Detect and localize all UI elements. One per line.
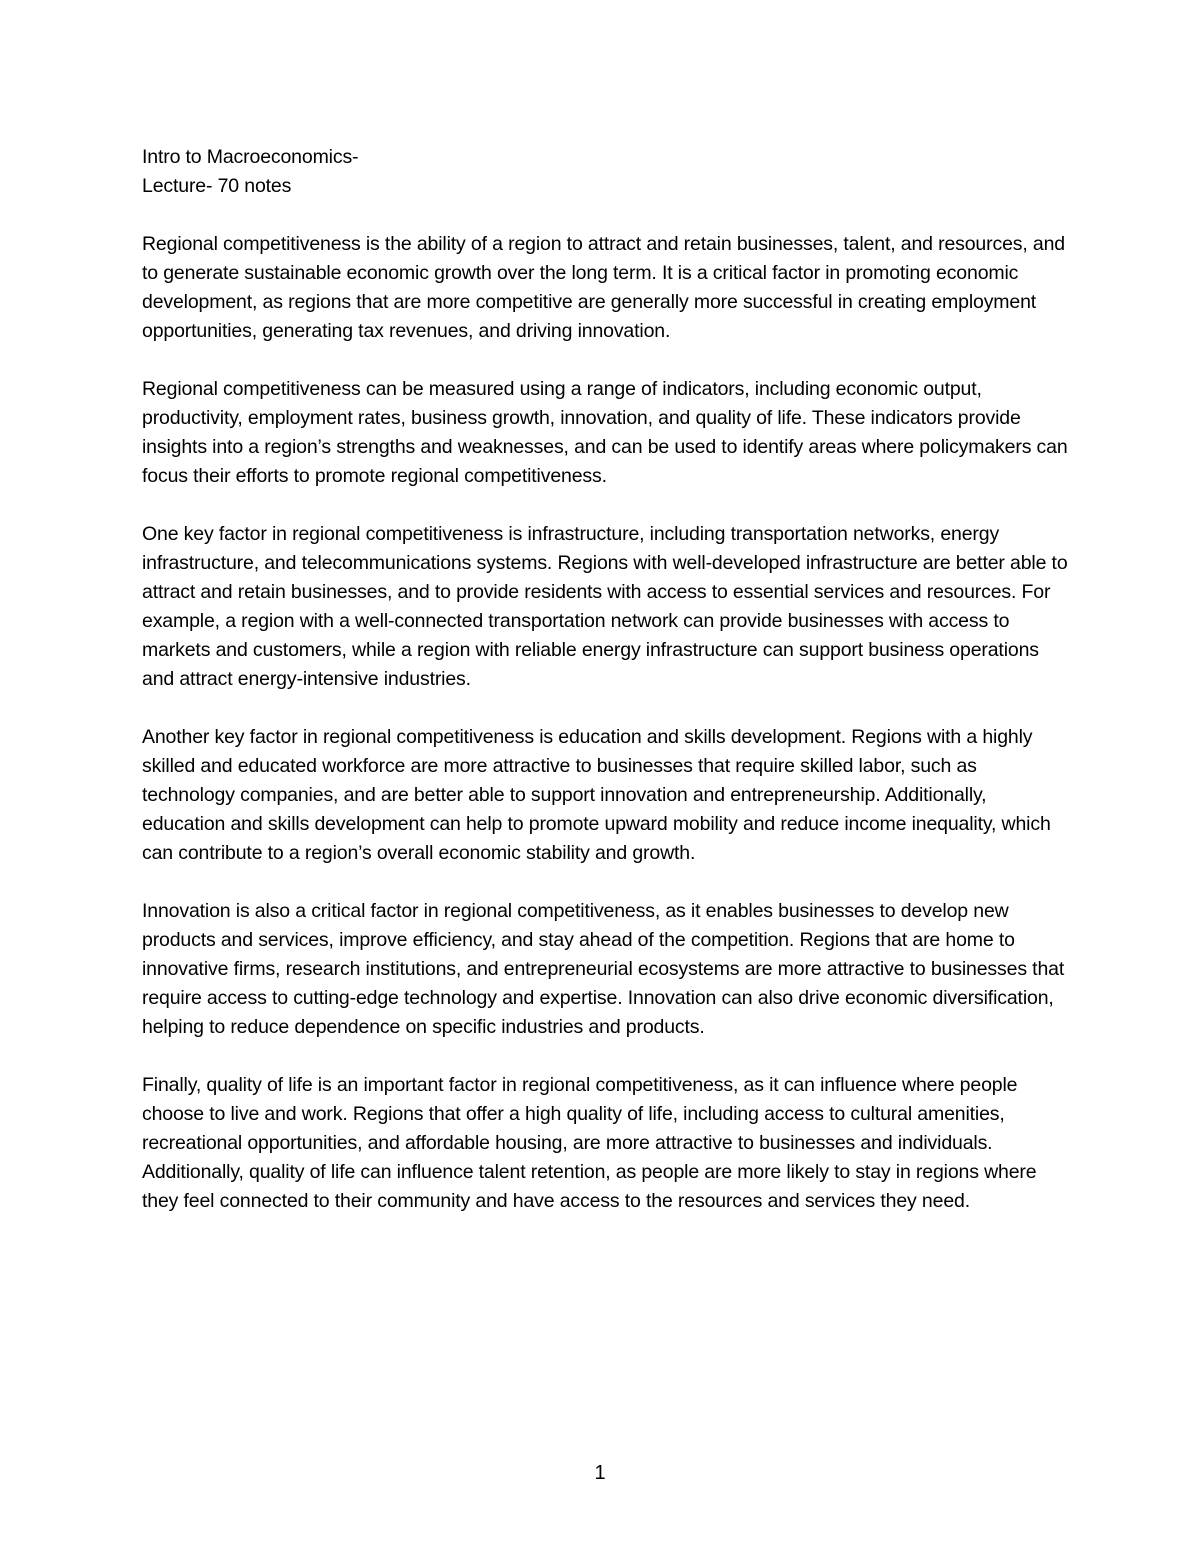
document-subtitle: Lecture- 70 notes xyxy=(142,175,292,197)
paragraph-measurement-indicators: Regional competitiveness can be measured using a range of indicators, including economic output, productivity, employment rates, business growth, innovation, and quality of life. These indicators provide insights into a region’s strengths and weaknesses, and can be used to identify areas where policymakers can focus their efforts to promote regional competitiveness. xyxy=(142,378,1068,487)
document-header xyxy=(142,143,1072,201)
document-body xyxy=(142,143,1072,1216)
paragraph-infrastructure: One key factor in regional competitiveness is infrastructure, including transportation networks, energy infrastructure, and telecommunications systems. Regions with well-developed infrastructure are better able to attract and retain businesses, and to provide residents with access to essential services and resources. For example, a region with a well-connected transportation network can provide businesses with access to markets and customers, while a region with reliable energy infrastructure can support business operations and attract energy-intensive industries. xyxy=(142,523,1068,690)
paragraph-innovation: Innovation is also a critical factor in regional competitiveness, as it enables businesses to develop new products and services, improve efficiency, and stay ahead of the competition. Regions that are home to innovative firms, research institutions, and entrepreneurial ecosystems are more attractive to businesses that require access to cutting-edge technology and expertise. Innovation can also drive economic diversification, helping to reduce dependence on specific industries and products. xyxy=(142,900,1065,1038)
paragraph-regional-competitiveness-definition: Regional competitiveness is the ability of a region to attract and retain businesses, talent, and resources, and to generate sustainable economic growth over the long term. It is a critical factor in promoting economic development, as regions that are more competitive are generally more successful in creating employment opportunities, generating tax revenues, and driving innovation. xyxy=(142,233,1065,342)
paragraph-quality-of-life: Finally, quality of life is an important factor in regional competitiveness, as it can influence where people choose to live and work. Regions that offer a high quality of life, including access to cultural amenities, recreational opportunities, and affordable housing, are more attractive to businesses and individuals. Additionally, quality of life can influence talent retention, as people are more likely to stay in regions where they feel connected to their community and have access to the resources and services they need. xyxy=(142,1074,1037,1212)
paragraph-education-skills: Another key factor in regional competitiveness is education and skills development. Regions with a highly skilled and educated workforce are more attractive to businesses that require skilled labor, such as technology companies, and are better able to support innovation and entrepreneurship. Additionally, education and skills development can help to promote upward mobility and reduce income inequality, which can contribute to a region’s overall economic stability and growth. xyxy=(142,726,1051,864)
page-number: 1 xyxy=(594,1462,606,1484)
document-title: Intro to Macroeconomics- xyxy=(142,146,359,168)
